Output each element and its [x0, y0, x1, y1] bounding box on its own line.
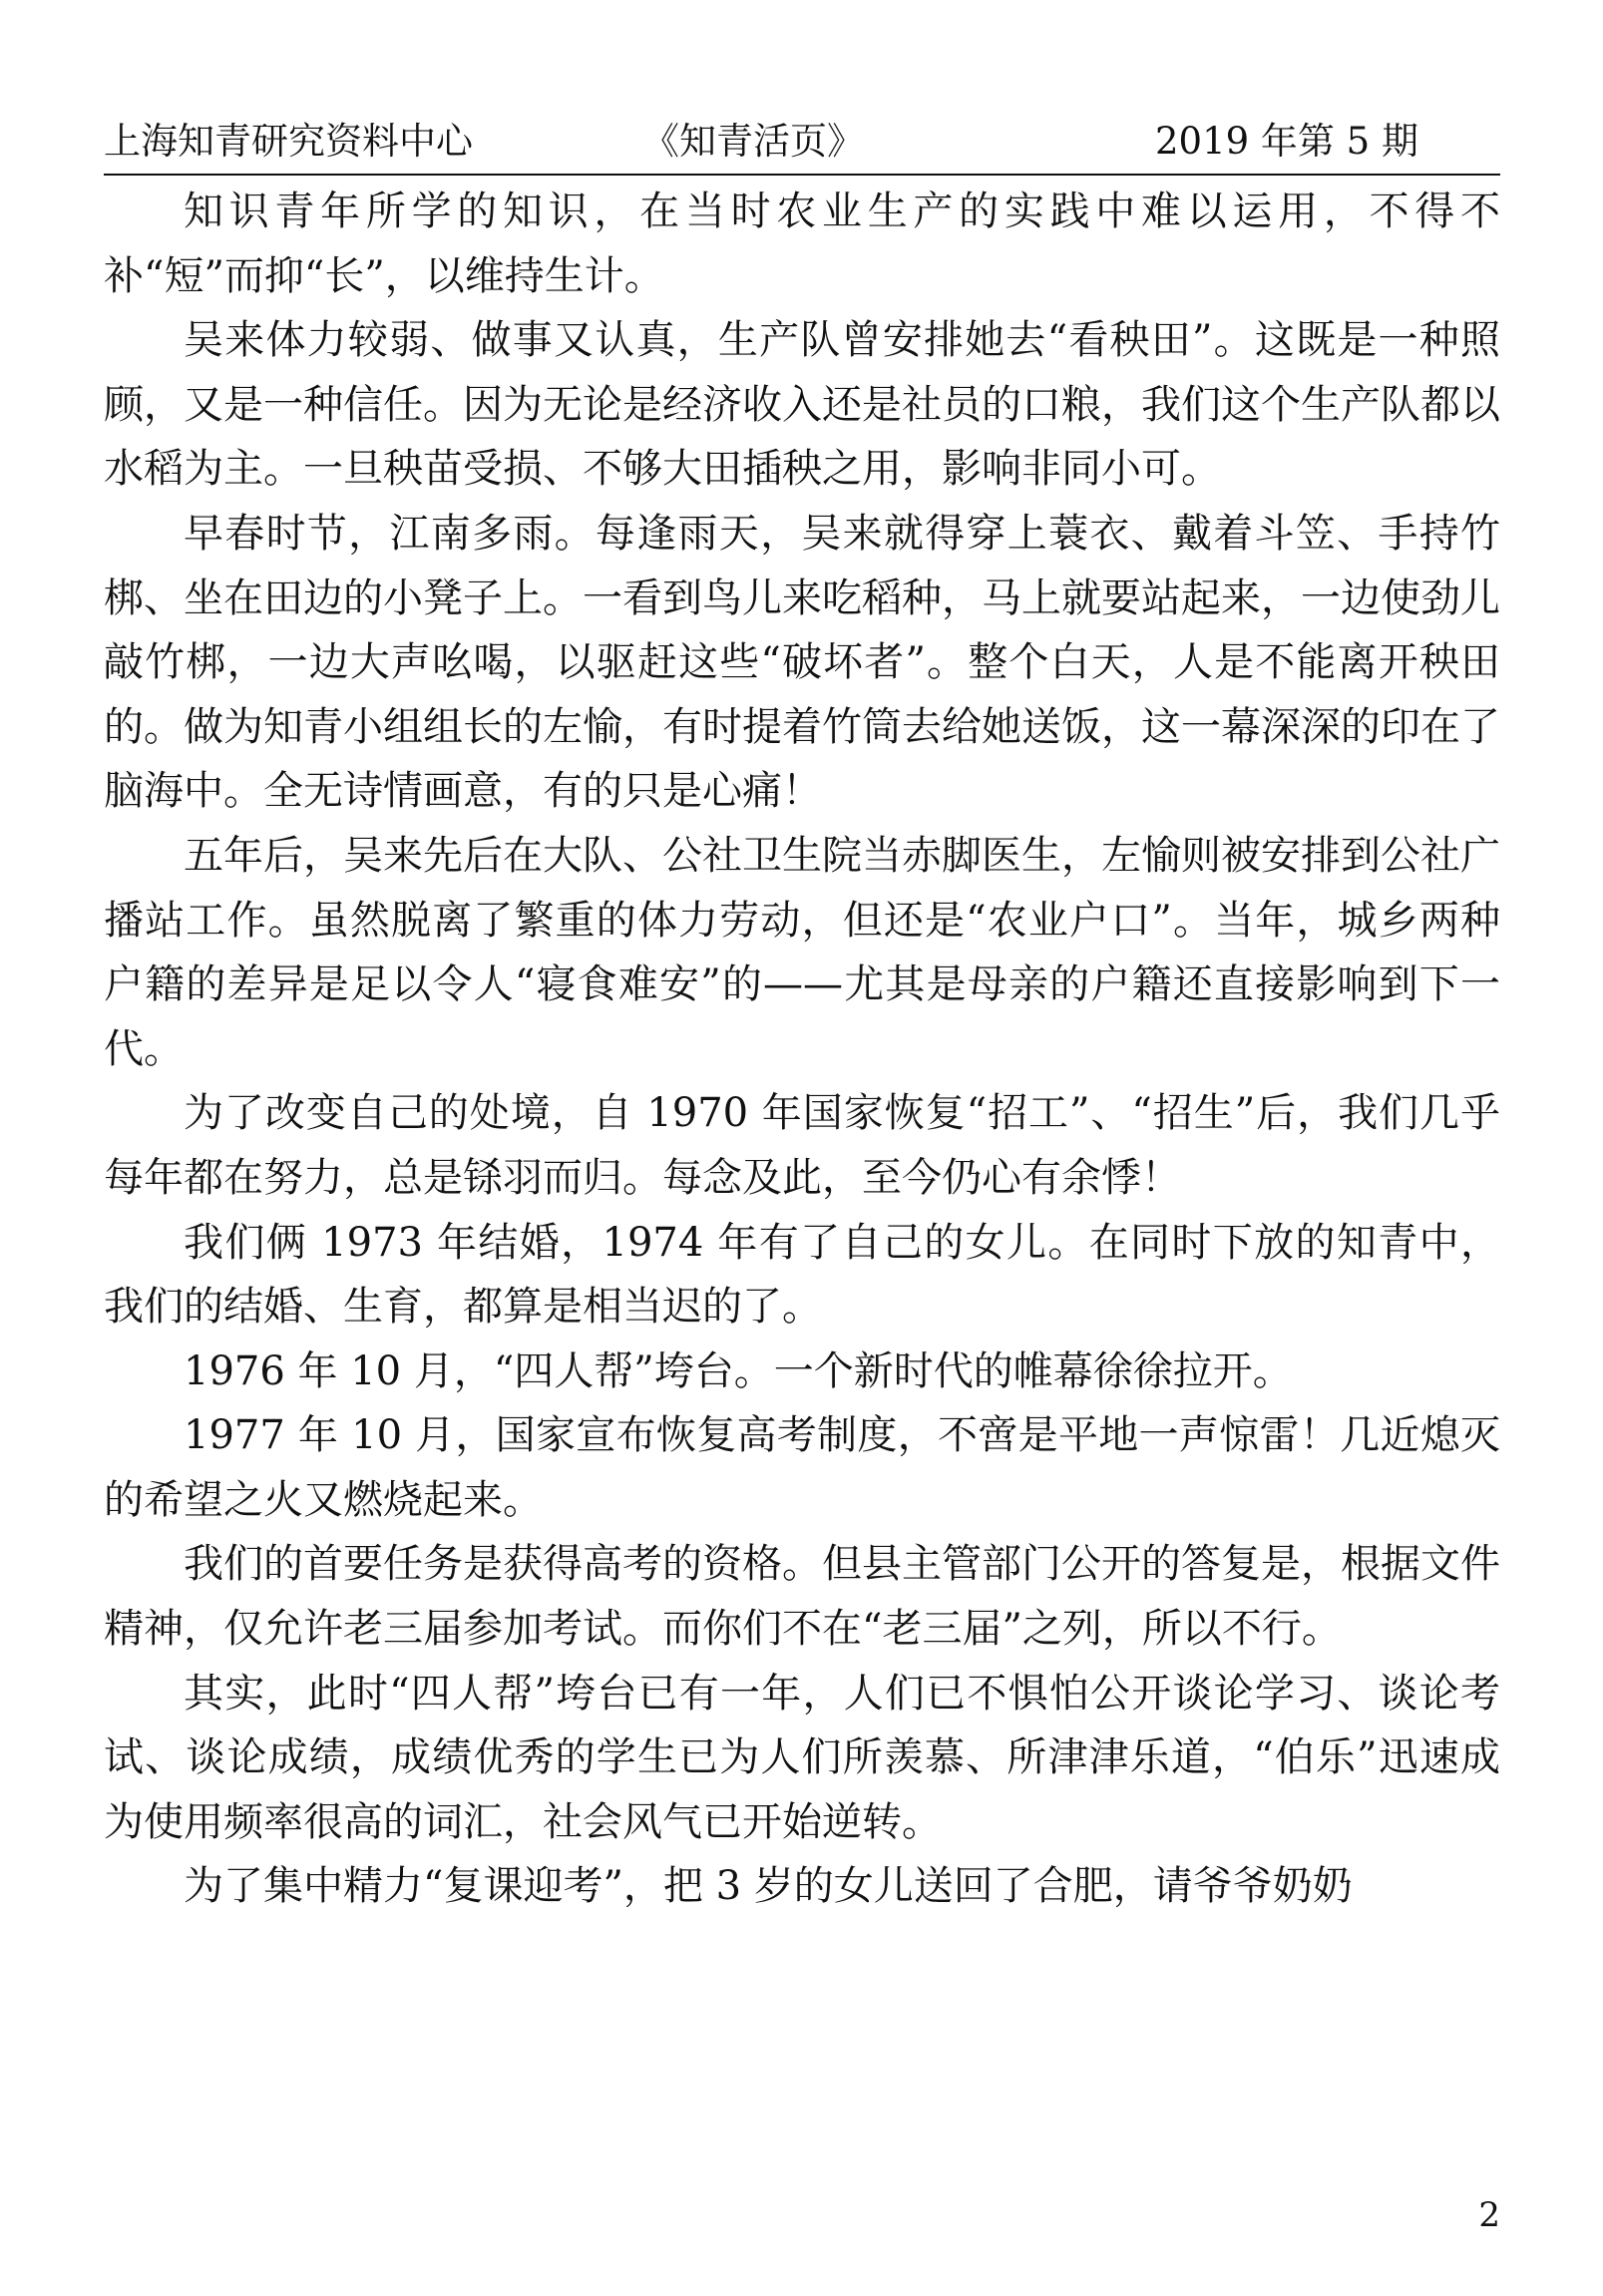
- paragraph: 我们俩 1973 年结婚，1974 年有了自己的女儿。在同时下放的知青中，我们的结婚、生育，都算是相当迟的了。: [104, 1219, 1500, 1331]
- paragraph: 其实，此时“四人帮”垮台已有一年，人们已不惧怕公开谈论学习、谈论考试、谈论成绩，成绩优秀的学生已为人们所羡慕、所津津乐道，“伯乐”迅速成为使用频率很高的词汇，社会风气已开始逆转。: [104, 1670, 1500, 1845]
- paragraph: 早春时节，江南多雨。每逢雨天，吴来就得穿上蓑衣、戴着斗笠、手持竹梆、坐在田边的小凳子上。一看到鸟儿来吃稻种，马上就要站起来，一边使劲儿敲竹梆，一边大声吆喝，以驱赶这些“破坏者”。整个白天，人是不能离开秧田的。做为知青小组组长的左愉，有时提着竹筒去给她送饭，这一幕深深的印在了脑海中。全无诗情画意，有的只是心痛！: [104, 510, 1500, 815]
- article-body: [104, 180, 1500, 1919]
- paragraph: 为了集中精力“复课迎考”，把 3 岁的女儿送回了合肥，请爷爷奶奶: [184, 1863, 1353, 1910]
- page-number: 2: [1478, 2195, 1500, 2235]
- paragraph: 为了改变自己的处境，自 1970 年国家恢复“招工”、“招生”后，我们几乎每年都在努力，总是铩羽而归。每念及此，至今仍心有余悸！: [104, 1090, 1500, 1201]
- header-organization: 上海知青研究资料中心: [104, 120, 473, 163]
- paragraph: 知识青年所学的知识，在当时农业生产的实践中难以运用，不得不补“短”而抑“长”，以维持生计。: [104, 189, 1500, 299]
- header-rule: [104, 174, 1500, 176]
- header-publication-title: 《知青活页》: [642, 120, 864, 163]
- paragraph: 吴来体力较弱、做事又认真，生产队曾安排她去“看秧田”。这既是一种照顾，又是一种信任。因为无论是经济收入还是社员的口粮，我们这个生产队都以水稻为主。一旦秧苗受损、不够大田插秧之用，影响非同小可。: [104, 317, 1500, 493]
- paragraph: 1976 年 10 月，“四人帮”垮台。一个新时代的帷幕徐徐拉开。: [184, 1347, 1293, 1394]
- page-header: [104, 112, 1500, 172]
- header-issue: 2019 年第 5 期: [1155, 120, 1418, 163]
- paragraph: 我们的首要任务是获得高考的资格。但县主管部门公开的答复是，根据文件精神，仅允许老三届参加考试。而你们不在“老三届”之列，所以不行。: [104, 1541, 1500, 1653]
- paragraph: 五年后，吴来先后在大队、公社卫生院当赤脚医生，左愉则被安排到公社广播站工作。虽然脱离了繁重的体力劳动，但还是“农业户口”。当年，城乡两种户籍的差异是足以令人“寝食难安”的——尤其是母亲的户籍还直接影响到下一代。: [104, 832, 1500, 1072]
- paragraph: 1977 年 10 月，国家宣布恢复高考制度，不啻是平地一声惊雷！几近熄灭的希望之火又燃烧起来。: [104, 1412, 1500, 1523]
